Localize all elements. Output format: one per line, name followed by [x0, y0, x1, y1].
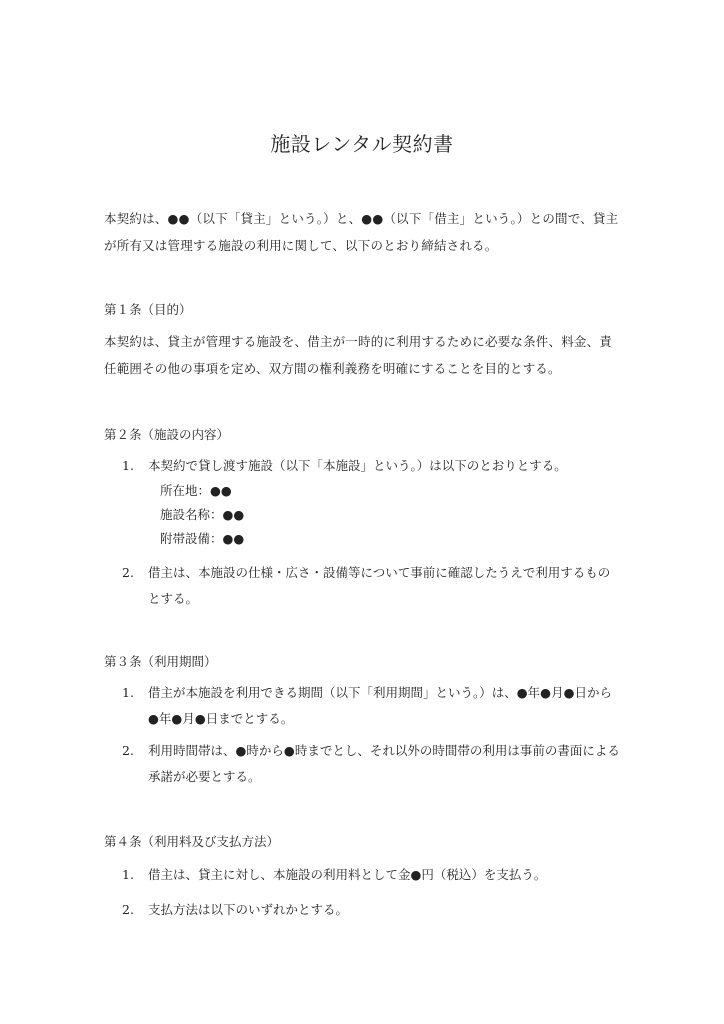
document-title: 施設レンタル契約書	[270, 132, 454, 156]
article-2-subitem-location: 所在地：●●	[160, 483, 232, 498]
item-text: 借主は、貸主に対し、本施設の利用料として金●円（税込）を支払う。	[148, 867, 547, 882]
article-2-item-1	[122, 453, 622, 479]
article-4-item-2	[122, 897, 622, 923]
article-2-subitem-equipment: 附帯設備：●●	[160, 531, 245, 546]
article-4-heading: 第４条（利用料及び支払方法）	[104, 834, 280, 849]
article-4-item-1	[122, 862, 622, 888]
item-number: 2.	[122, 565, 134, 580]
item-text: 利用時間帯は、●時から●時までとし、それ以外の時間帯の利用は事前の書面による承諾が必要とする。	[148, 743, 620, 784]
article-1-body: 本契約は、貸主が管理する施設を、借主が一時的に利用するために必要な条件、料金、責任範囲その他の事項を定め、双方間の権利義務を明確にすることを目的とする。	[104, 334, 613, 376]
article-3-heading: 第３条（利用期間）	[104, 654, 217, 669]
item-text: 借主は、本施設の仕様・広さ・設備等について事前に確認したうえで利用するものとする。	[148, 565, 611, 606]
item-number: 1.	[122, 867, 134, 882]
item-text: 支払方法は以下のいずれかとする。	[148, 902, 349, 917]
item-number: 2.	[122, 743, 134, 758]
item-text: 本契約で貸し渡す施設（以下「本施設」という。）は以下のとおりとする。	[148, 458, 567, 473]
article-1-heading: 第１条（目的）	[104, 302, 192, 317]
item-number: 1.	[122, 685, 134, 700]
article-2-subitem-facility-name: 施設名称：●●	[160, 507, 245, 522]
article-3-item-1	[122, 680, 622, 732]
item-text: 借主が本施設を利用できる期間（以下「利用期間」という。）は、●年●月●日から●年●月●日までとする。	[148, 685, 612, 726]
item-number: 1.	[122, 458, 134, 473]
item-number: 2.	[122, 902, 134, 917]
article-2-heading: 第２条（施設の内容）	[104, 427, 230, 442]
article-3-item-2	[122, 738, 622, 790]
intro-paragraph: 本契約は、●●（以下「貸主」という。）と、●●（以下「借主」という。）との間で、貸主が所有又は管理する施設の利用に関して、以下のとおり締結される。	[104, 211, 619, 253]
article-2-item-2	[122, 560, 622, 612]
